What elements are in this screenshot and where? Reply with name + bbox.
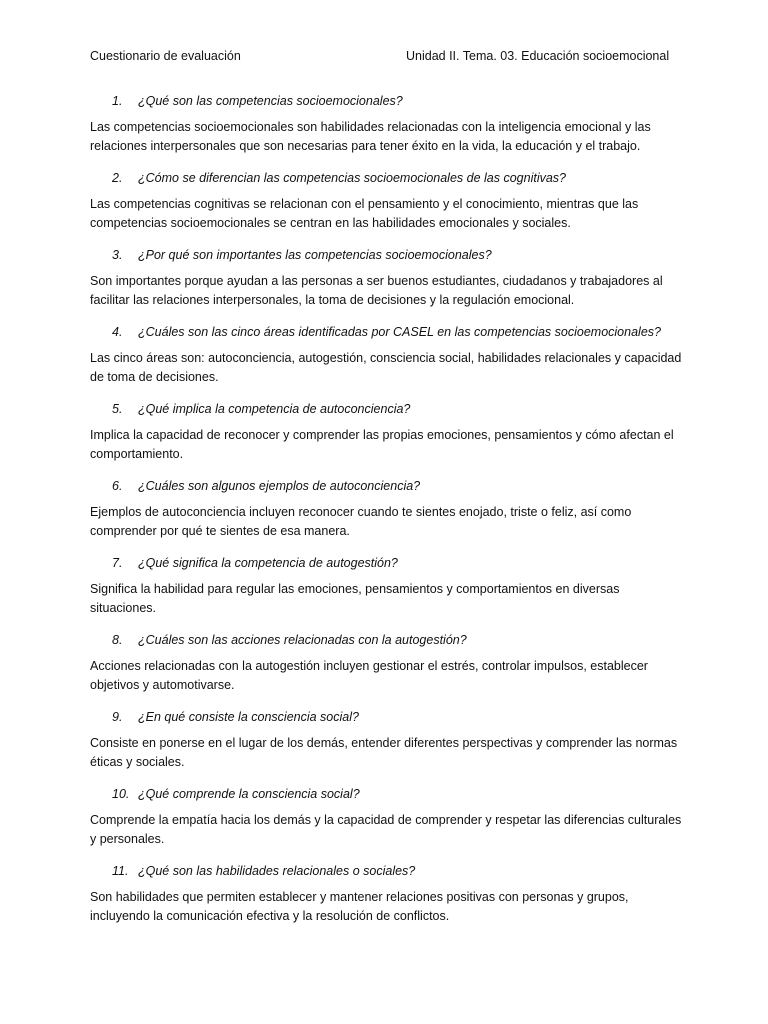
question-item-8: [90, 631, 682, 708]
question: [90, 92, 682, 110]
question-text: ¿Cuáles son las acciones relacionadas con la autogestión?: [138, 633, 467, 647]
answer-text: Acciones relacionadas con la autogestión incluyen gestionar el estrés, controlar impulsos, establecer objetivos y automotivarse.: [90, 659, 648, 692]
question: [90, 169, 682, 187]
question-item-7: [90, 554, 682, 631]
question-text: ¿Qué significa la competencia de autogestión?: [138, 556, 398, 570]
question-item-4: [90, 323, 682, 400]
question-number: 5.: [112, 402, 123, 416]
answer-text: Implica la capacidad de reconocer y comprender las propias emociones, pensamientos y cómo afectan el comportamiento.: [90, 428, 674, 461]
answer-text: Comprende la empatía hacia los demás y la capacidad de comprender y respetar las diferencias culturales y personales.: [90, 813, 682, 846]
question-item-3: [90, 246, 682, 323]
question-text: ¿Cómo se diferencian las competencias socioemocionales de las cognitivas?: [138, 171, 566, 185]
question: [90, 400, 682, 418]
question-item-5: [90, 400, 682, 477]
answer-text: Las competencias socioemocionales son habilidades relacionadas con la inteligencia emocional y las relaciones interpersonales que son necesarias para tener éxito en la vida, la educación y el trabajo.: [90, 120, 651, 153]
answer-text: Consiste en ponerse en el lugar de los demás, entender diferentes perspectivas y comprender las normas éticas y sociales.: [90, 736, 678, 769]
answer-text: Significa la habilidad para regular las emociones, pensamientos y comportamientos en diversas situaciones.: [90, 582, 620, 615]
question: [90, 554, 682, 572]
question: [90, 477, 682, 495]
question-number: 10.: [112, 787, 130, 801]
question-item-10: [90, 785, 682, 862]
question-number: 6.: [112, 479, 123, 493]
answer-text: Las competencias cognitivas se relacionan con el pensamiento y el conocimiento, mientras que las competencias socioemocionales se centran en las habilidades emocionales y sociales.: [90, 197, 639, 230]
question: [90, 631, 682, 649]
question-item-9: [90, 708, 682, 785]
question-item-2: [90, 169, 682, 246]
question: [90, 708, 682, 726]
answer-text: Son importantes porque ayudan a las personas a ser buenos estudiantes, ciudadanos y trabajadores al facilitar las relaciones interpersonales, la toma de decisiones y la regulación emocional.: [90, 274, 663, 307]
question-number: 9.: [112, 710, 123, 724]
question-item-11: [90, 862, 682, 939]
question-number: 2.: [112, 171, 123, 185]
question-number: 8.: [112, 633, 123, 647]
header-title-right: Unidad II. Tema. 03. Educación socioemocional: [406, 49, 670, 63]
question-text: ¿Cuáles son las cinco áreas identificadas por CASEL en las competencias socioemocionales?: [138, 325, 661, 339]
question-item-6: [90, 477, 682, 554]
question-list: [90, 92, 682, 939]
answer-text: Son habilidades que permiten establecer y mantener relaciones positivas con personas y grupos, incluyendo la comunicación efectiva y la resolución de conflictos.: [90, 890, 629, 923]
question: [90, 862, 682, 880]
question-text: ¿Qué comprende la consciencia social?: [138, 787, 360, 801]
question-number: 3.: [112, 248, 123, 262]
question: [90, 785, 682, 803]
page-header: [90, 47, 680, 67]
question-text: ¿Qué implica la competencia de autoconciencia?: [138, 402, 411, 416]
question: [90, 323, 682, 341]
question-number: 7.: [112, 556, 123, 570]
question-text: ¿Cuáles son algunos ejemplos de autoconciencia?: [138, 479, 421, 493]
question-text: ¿Qué son las competencias socioemocionales?: [138, 94, 403, 108]
header-title-left: Cuestionario de evaluación: [90, 49, 241, 63]
question-number: 11.: [112, 864, 129, 878]
question: [90, 246, 682, 264]
question-number: 1.: [112, 94, 123, 108]
question-item-1: [90, 92, 682, 169]
question-text: ¿Qué son las habilidades relacionales o sociales?: [138, 864, 416, 878]
answer-text: Ejemplos de autoconciencia incluyen reconocer cuando te sientes enojado, triste o feliz, así como comprender por qué te sientes de esa manera.: [90, 505, 632, 538]
answer-text: Las cinco áreas son: autoconciencia, autogestión, consciencia social, habilidades relacionales y capacidad de toma de decisiones.: [90, 351, 682, 384]
question-number: 4.: [112, 325, 123, 339]
question-text: ¿En qué consiste la consciencia social?: [138, 710, 359, 724]
question-text: ¿Por qué son importantes las competencias socioemocionales?: [138, 248, 492, 262]
